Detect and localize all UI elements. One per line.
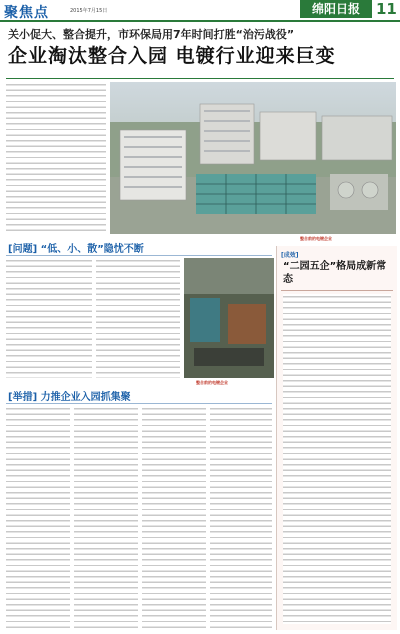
factory-photo xyxy=(110,82,396,234)
result-body xyxy=(283,294,391,624)
article-subhead: 关小促大、整合提升，市环保局用7年时间打胜“治污战役” xyxy=(8,28,295,41)
section-bracket: 问题 xyxy=(12,244,33,255)
divider xyxy=(281,290,393,291)
section-title: “低、小、散”隐忧不断 xyxy=(40,244,144,255)
problem-column-2 xyxy=(96,258,180,378)
plan-title: [举措] 力推企业入园抓集聚 xyxy=(8,392,131,403)
old-workshop-photo xyxy=(184,258,274,378)
dateline: 2015年7月15日 xyxy=(70,8,108,14)
plan-column-3 xyxy=(142,406,206,630)
plan-column-2 xyxy=(74,406,138,630)
divider xyxy=(6,255,272,256)
old-workshop-image xyxy=(184,258,274,378)
page-number: 11 xyxy=(376,0,397,18)
result-title: “二园五企”格局成新常态 xyxy=(283,261,387,285)
section-bracket: [成效] xyxy=(281,252,299,259)
divider xyxy=(6,403,272,404)
photo-caption: 整合前的电镀企业 xyxy=(300,236,332,241)
lead-paragraph xyxy=(6,82,106,232)
section-name: 聚焦点 xyxy=(4,5,49,21)
low-small-scattered-title: [问题] “低、小、散”隐忧不断 xyxy=(8,244,144,255)
article-headline: 企业淘汰整合入园 电镀行业迎来巨变 xyxy=(8,45,336,67)
newspaper-brand: 绵阳日报 xyxy=(300,0,372,18)
divider xyxy=(6,78,394,79)
plan-column-1 xyxy=(6,406,70,630)
photo-caption: 整合前的电镀企业 xyxy=(196,380,228,385)
problem-column-1 xyxy=(6,258,92,378)
section-title: 力推企业入园抓集聚 xyxy=(40,392,131,403)
section-bracket: 举措 xyxy=(12,392,33,403)
plan-column-4 xyxy=(210,406,272,630)
factory-aerial-image xyxy=(110,82,396,234)
result-sidebar xyxy=(276,246,397,630)
